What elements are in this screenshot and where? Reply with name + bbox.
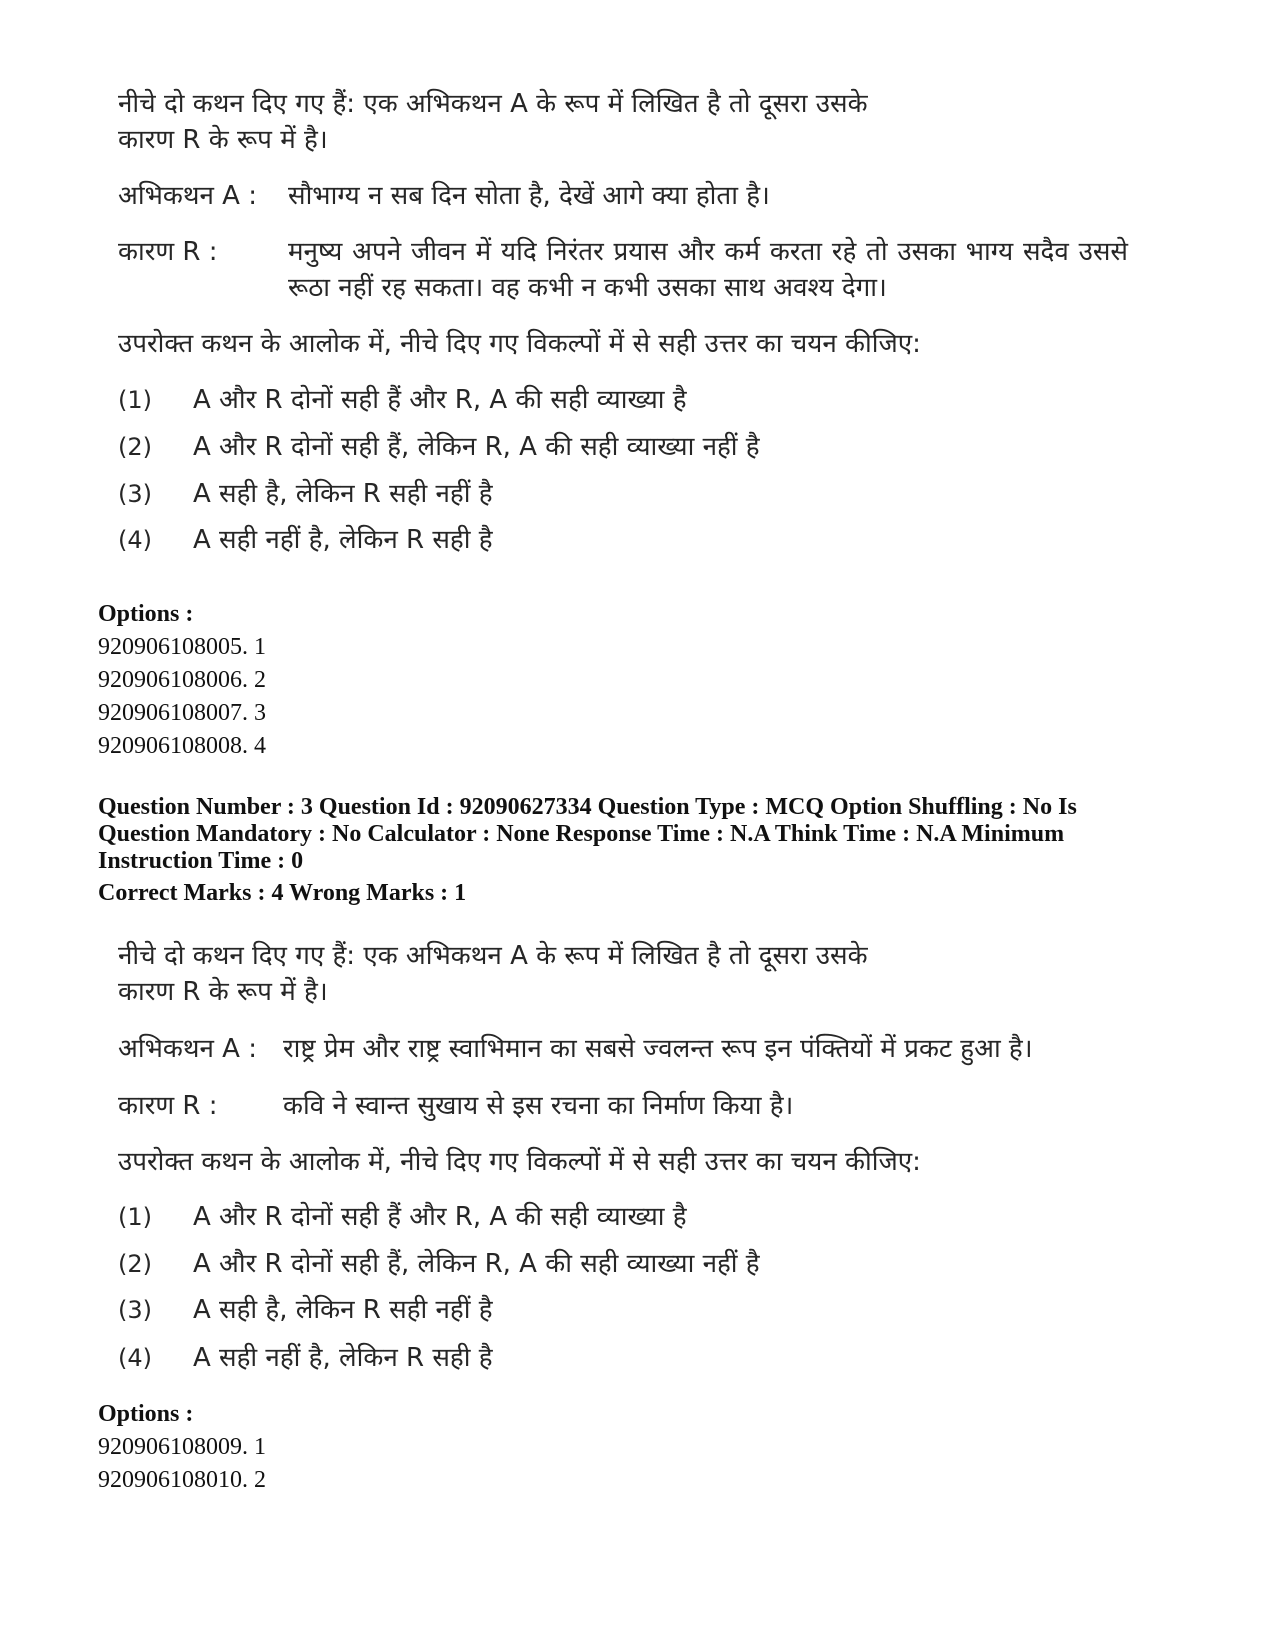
q2-options (98, 598, 1178, 763)
option-id: 920906108005. 1 (98, 634, 266, 660)
q2-choice (118, 522, 493, 558)
q2-assertion (118, 178, 1128, 214)
q3-choice-text: A सही नहीं है, लेकिन R सही है (193, 1343, 493, 1373)
q3-meta-line: Question Number : 3 Question Id : 92090627334 Question Type : MCQ Option Shuffling : No Is (98, 794, 1077, 820)
q2-choice-number: (1) (118, 386, 152, 414)
q3-intro-line: नीचे दो कथन दिए गए हैं: एक अभिकथन A के रूप में लिखित है तो दूसरा उसके (118, 941, 868, 971)
q2-choice-text: A सही है, लेकिन R सही नहीं है (193, 479, 493, 509)
q2-prompt: उपरोक्त कथन के आलोक में, नीचे दिए गए विकल्पों में से सही उत्तर का चयन कीजिए: (118, 329, 921, 359)
q3-reason-text: कवि ने स्वान्त सुखाय से इस रचना का निर्माण किया है। (283, 1091, 794, 1121)
q3-choice-number: (2) (118, 1250, 152, 1278)
q2-choice (118, 382, 687, 418)
q2-choice-number: (3) (118, 480, 152, 508)
q3-meta (98, 794, 1178, 907)
q3-reason (118, 1088, 1128, 1124)
q2-choice (118, 429, 760, 465)
q3-choice-text: A और R दोनों सही हैं, लेकिन R, A की सही व्याख्या नहीं है (193, 1249, 760, 1279)
q2-assertion-text: सौभाग्य न सब दिन सोता है, देखें आगे क्या होता है। (288, 181, 770, 211)
q3-marks: Correct Marks : 4 Wrong Marks : 1 (98, 880, 467, 906)
q3-choice (118, 1199, 687, 1235)
option-id: 920906108009. 1 (98, 1434, 266, 1460)
q3-choice-number: (3) (118, 1296, 152, 1324)
q3-choice (118, 1246, 760, 1282)
q2-reason-label: कारण R : (118, 237, 218, 267)
q2-assertion-label: अभिकथन A : (118, 181, 257, 211)
options-heading: Options : (98, 601, 194, 627)
q2-intro-line: नीचे दो कथन दिए गए हैं: एक अभिकथन A के रूप में लिखित है तो दूसरा उसके (118, 89, 868, 119)
q3-intro-line: कारण R के रूप में है। (118, 977, 328, 1007)
q2-choice-number: (4) (118, 526, 152, 554)
option-id: 920906108006. 2 (98, 667, 266, 693)
option-id: 920906108010. 2 (98, 1467, 266, 1493)
q3-assertion-label: अभिकथन A : (118, 1034, 257, 1064)
q3-meta-line: Question Mandatory : No Calculator : None Response Time : N.A Think Time : N.A Minimum (98, 821, 1065, 847)
q2-choice (118, 476, 493, 512)
q2-choice-text: A और R दोनों सही हैं और R, A की सही व्याख्या है (193, 385, 687, 415)
q3-reason-label: कारण R : (118, 1091, 218, 1121)
q2-reason-text: मनुष्य अपने जीवन में यदि निरंतर प्रयास और कर्म करता रहे तो उसका भाग्य सदैव उससे रूठा नहीं रह सकता। वह कभी न कभी उसका साथ अवश्य देगा। (288, 237, 1128, 303)
q3-choice-text: A और R दोनों सही हैं और R, A की सही व्याख्या है (193, 1202, 687, 1232)
option-id: 920906108007. 3 (98, 700, 266, 726)
q2-choice-text: A और R दोनों सही हैं, लेकिन R, A की सही व्याख्या नहीं है (193, 432, 760, 462)
q2-intro-line: कारण R के रूप में है। (118, 125, 328, 155)
q3-intro (118, 938, 978, 1010)
q3-choice (118, 1340, 493, 1376)
options-heading: Options : (98, 1401, 194, 1427)
q2-choice-text: A सही नहीं है, लेकिन R सही है (193, 525, 493, 555)
q3-choice (118, 1292, 493, 1328)
q3-options (98, 1398, 1178, 1497)
q3-assertion-text: राष्ट्र प्रेम और राष्ट्र स्वाभिमान का सबसे ज्वलन्त रूप इन पंक्तियों में प्रकट हुआ है। (283, 1034, 1033, 1064)
option-id: 920906108008. 4 (98, 733, 266, 759)
q3-choice-number: (1) (118, 1203, 152, 1231)
q3-assertion (118, 1031, 1128, 1067)
q3-choice-number: (4) (118, 1344, 152, 1372)
q3-meta-line: Instruction Time : 0 (98, 848, 304, 874)
q2-choice-number: (2) (118, 433, 152, 461)
q3-prompt: उपरोक्त कथन के आलोक में, नीचे दिए गए विकल्पों में से सही उत्तर का चयन कीजिए: (118, 1147, 921, 1177)
q3-choice-text: A सही है, लेकिन R सही नहीं है (193, 1295, 493, 1325)
q2-reason (118, 234, 1128, 306)
q2-intro (118, 86, 978, 158)
